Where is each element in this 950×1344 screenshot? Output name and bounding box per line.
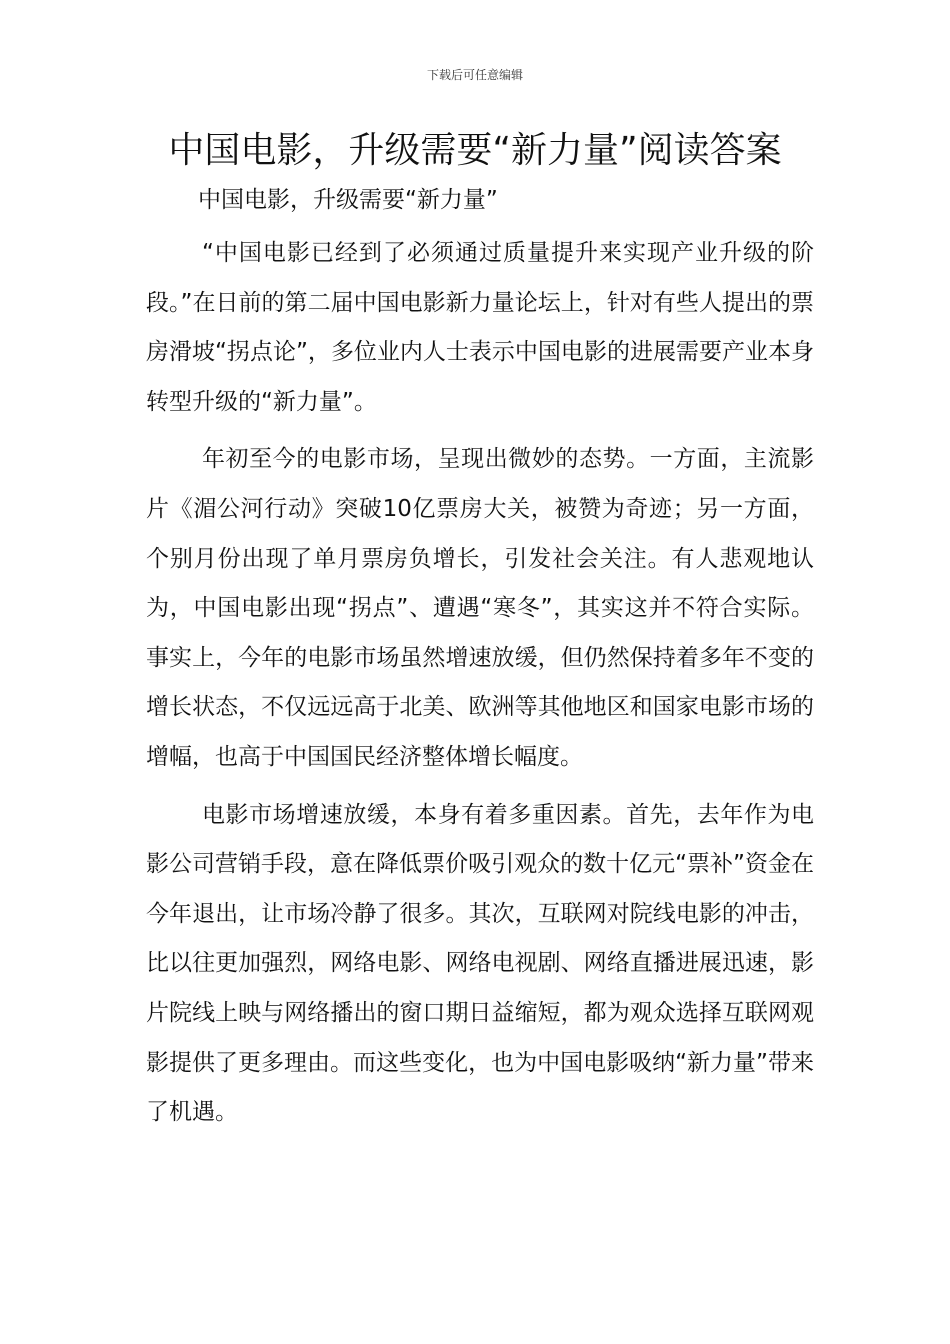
article-subtitle: 中国电影，升级需要“新力量” bbox=[198, 187, 498, 213]
paragraph: 电影市场增速放缓，本身有着多重因素。首先，去年作为电影公司营销手段，意在降低票价吸引观众的数十亿元“票补”资金在今年退出，让市场冷静了很多。其次，互联网对院线电影的冲击，比以往更加强烈，网络电影、网络电视剧、网络直播进展迅速，影片院线上映与网络播出的窗口期日益缩短，都为观众选择互联网观影提供了更多理由。而这些变化，也为中国电影吸纳“新力量”带来了机遇。 bbox=[146, 801, 814, 1126]
header-note: 下载后可任意编辑 bbox=[426, 68, 523, 82]
document-body bbox=[146, 181, 814, 1138]
paragraph: 年初至今的电影市场，呈现出微妙的态势。一方面，主流影片《湄公河行动》突破10亿票房大关，被赞为奇迹；另一方面，个别月份出现了单月票房负增长，引发社会关注。有人悲观地认为，中国电影出现“拐点”、遭遇“寒冬”，其实这并不符合实际。事实上，今年的电影市场虽然增速放缓，但仍然保持着多年不变的增长状态，不仅远远高于北美、欧洲等其他地区和国家电影市场的增幅，也高于中国国民经济整体增长幅度。 bbox=[146, 446, 814, 770]
document-title: 中国电影，升级需要“新力量”阅读答案 bbox=[168, 130, 782, 171]
paragraph: “中国电影已经到了必须通过质量提升来实现产业升级的阶段。”在日前的第二届中国电影新力量论坛上，针对有些人提出的票房滑坡“拐点论”，多位业内人士表示中国电影的进展需要产业本身转型升级的“新力量”。 bbox=[146, 240, 814, 415]
